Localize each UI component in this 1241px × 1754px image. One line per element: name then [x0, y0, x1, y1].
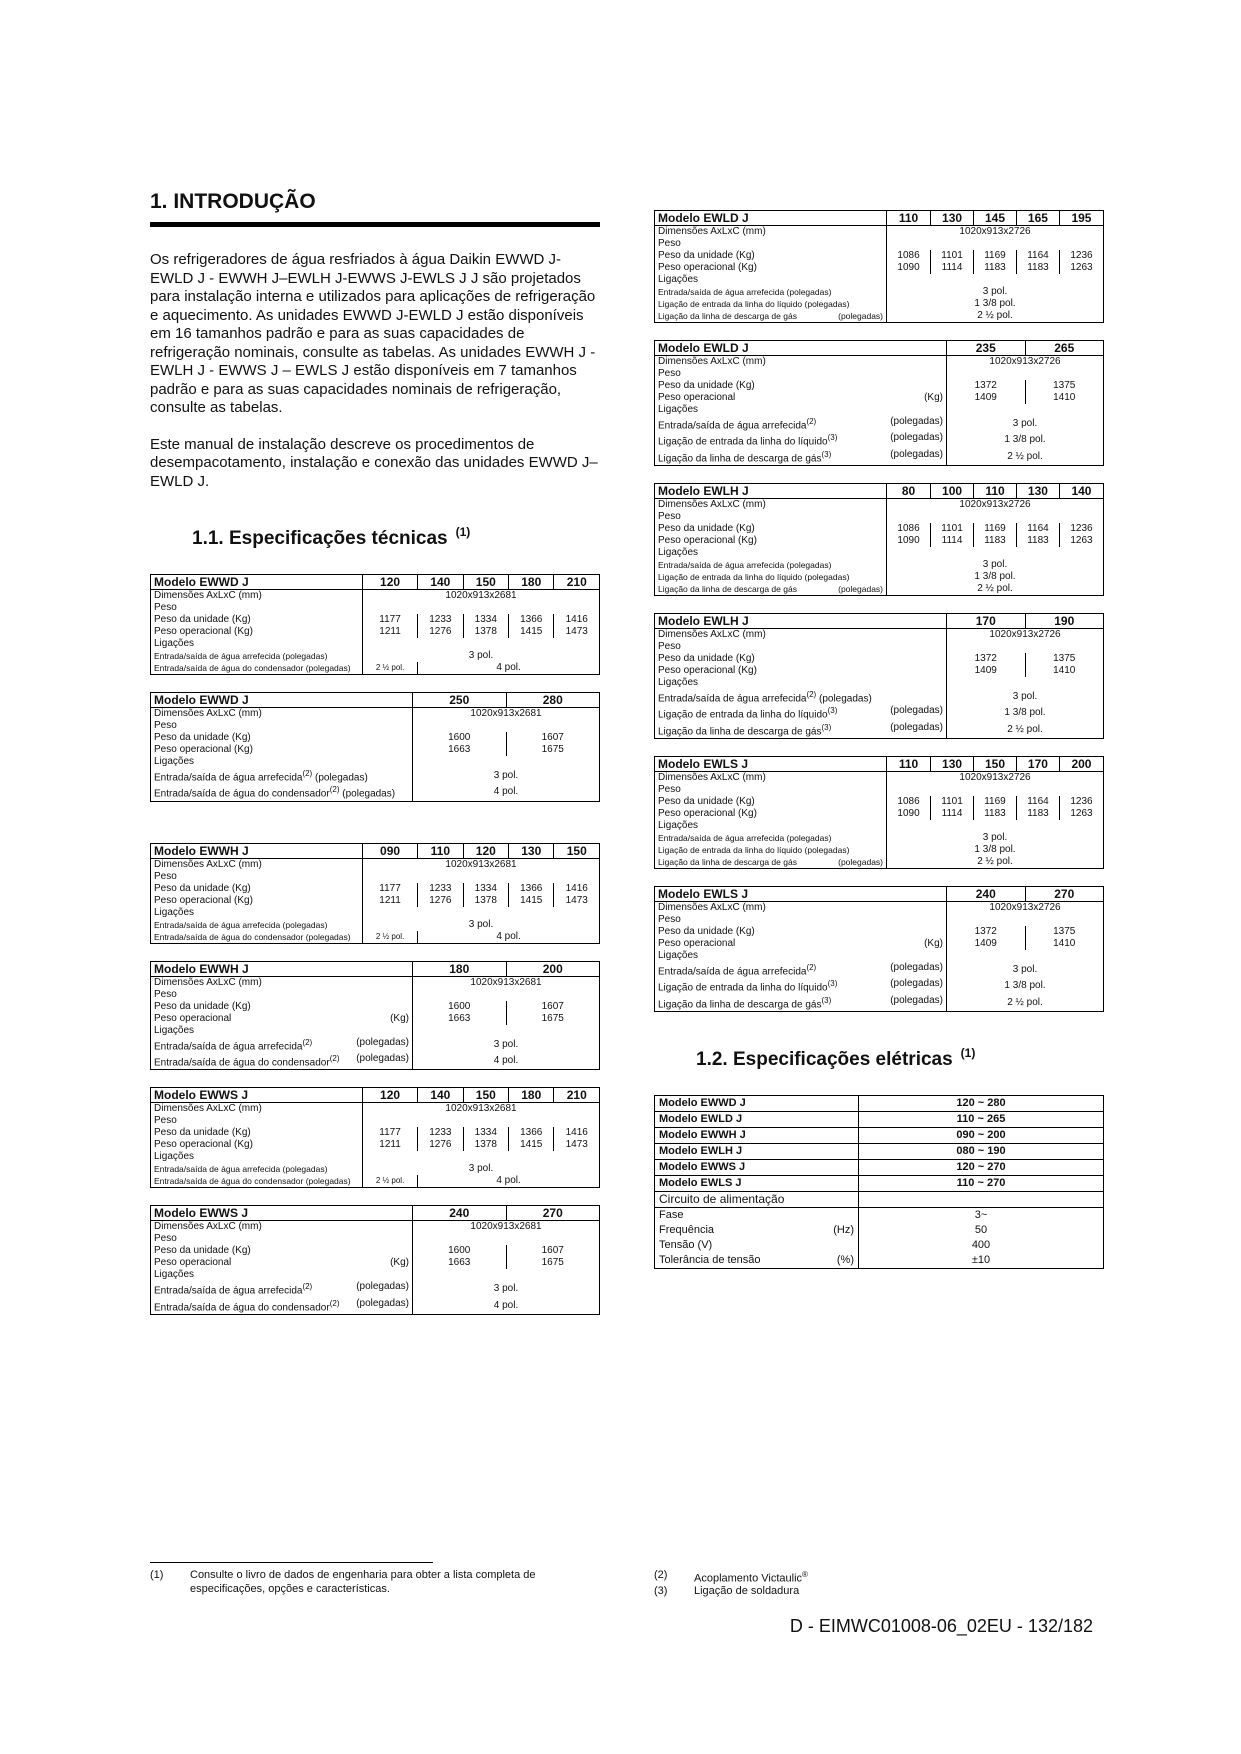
table-row: Frequência (Hz) 50: [655, 1223, 1104, 1238]
table-row: Entrada/saída de água arrefecida$^{(2)}$ (polegadas) 3 pol.: [151, 1281, 600, 1297]
table-row: Entrada/saída de água arrefecida (polegadas) 3 pol.: [655, 559, 1104, 571]
table-header-row: Modelo EWLD J 235 265: [655, 341, 1104, 356]
table-row: Ligações: [655, 404, 1104, 416]
table-row: Entrada/saída de água do condensador (polegadas) 2 ½ pol. 4 pol.: [151, 931, 600, 944]
spec-table-ewld-2: [654, 340, 1104, 466]
table-header-row: Modelo EWLH J 170 190: [655, 613, 1104, 628]
table-row: Ligação da linha de descarga de gás$^{(3)}$ (polegadas) 2 ½ pol.: [655, 449, 1104, 466]
table-row: Entrada/saída de água do condensador$^{(2)}$ (polegadas) 4 pol.: [151, 784, 600, 801]
spec-table-ewls-2: [654, 886, 1104, 1012]
table-row: Modelo EWWD J 120 ~ 280: [655, 1095, 1104, 1111]
table-row: Modelo EWLH J 080 ~ 190: [655, 1143, 1104, 1159]
table-row: Ligações: [655, 677, 1104, 689]
intro-text: [150, 251, 600, 491]
table-row: Peso: [655, 238, 1104, 250]
table-row: Ligações: [151, 638, 600, 650]
table-row: Peso operacional (Kg) 1663 1675: [151, 1257, 600, 1269]
table-header-row: Modelo EWWS J 120 140 150 180 210: [151, 1088, 600, 1103]
table-row: Ligação da linha de descarga de gás (polegadas) 2 ½ pol.: [655, 310, 1104, 323]
table-row: Peso operacional (Kg) 1090 1114 1183 1183 1263: [655, 262, 1104, 274]
table-row: Ligação de entrada da linha do líquido (polegadas) 1 3/8 pol.: [655, 298, 1104, 310]
table-row: Dimensões AxLxC (mm) 1020x913x2726: [655, 628, 1104, 641]
spec-table-ewlh-1: [654, 483, 1104, 596]
table-header-row: Modelo EWWH J 090 110 120 130 150: [151, 843, 600, 858]
table-row: Peso: [655, 784, 1104, 796]
table-row: Entrada/saída de água arrefecida$^{(2)}$ (polegadas) 3 pol.: [655, 416, 1104, 432]
spec-table-ewws-1: [150, 1087, 600, 1188]
table-row: Dimensões AxLxC (mm) 1020x913x2681: [151, 1103, 600, 1116]
spec-table-ewwh-1: [150, 843, 600, 944]
table-row: Ligação da linha de descarga de gás$^{(3)}$ (polegadas) 2 ½ pol.: [655, 995, 1104, 1012]
table-header-row: Modelo EWLH J 80 100 110 130 140: [655, 483, 1104, 498]
spec-table-ewwd-1: [150, 574, 600, 675]
table-header-row: Modelo EWLD J 110 130 145 165 195: [655, 211, 1104, 226]
table-row: Ligações: [151, 1151, 600, 1163]
spec-table-ewwh-2: [150, 961, 600, 1071]
table-row: Peso: [151, 720, 600, 732]
table-header-row: Modelo EWWD J 120 140 150 180 210: [151, 575, 600, 590]
table-row: Peso operacional (Kg) 1211 1276 1378 1415 1473: [151, 626, 600, 638]
table-row: Modelo EWWS J 120 ~ 270: [655, 1159, 1104, 1175]
table-row: Dimensões AxLxC (mm) 1020x913x2681: [151, 1221, 600, 1234]
table-row: Ligação de entrada da linha do líquido$^{(3)}$ (polegadas) 1 3/8 pol.: [655, 432, 1104, 448]
section-title-especificacoes-eletricas: 1.2. Especificações elétricas $^{(1)}$: [696, 1045, 976, 1070]
table-row: Entrada/saída de água arrefecida (polegadas) 3 pol.: [151, 650, 600, 662]
table-row: Dimensões AxLxC (mm) 1020x913x2681: [151, 708, 600, 721]
spec-table-ewws-2: [150, 1205, 600, 1315]
table-row: Entrada/saída de água do condensador$^{(2)}$ (polegadas) 4 pol.: [151, 1298, 600, 1315]
table-row: Peso operacional (Kg) 1409 1410: [655, 938, 1104, 950]
table-row: Peso da unidade (Kg) 1086 1101 1169 1164 1236: [655, 523, 1104, 535]
table-row: Ligações: [655, 547, 1104, 559]
table-header-row: Modelo EWLS J 110 130 150 170 200: [655, 756, 1104, 771]
footnote-ref: (1): [960, 1045, 976, 1060]
footnote-3: (3) Ligação de soldadura: [654, 1585, 800, 1597]
footnote-rule: [150, 1562, 433, 1563]
table-row: Peso operacional (Kg) 1663 1675: [151, 744, 600, 756]
intro-paragraph-1: Os refrigeradores de água resfriados à água Daikin EWWD J-EWLD J - EWWH J–EWLH J-EWWS J-EWLS J J são projetados para instalação interna e utilizados para aplicações de refrigeração e aquecimento. As unidades EWWD J-EWLD J estão disponíveis em 16 tamanhos padrão e para as suas capacidades de refrigeração nominais, consulte as tabelas. As unidades EWWH J - EWLH J - EWWS J – EWLS J estão disponíveis em 7 tamanhos padrão e para as suas capacidades nominais de refrigeração, consulte as tabelas.: [150, 251, 596, 416]
table-row: Ligações: [151, 907, 600, 919]
table-row: Entrada/saída de água arrefecida (polegadas) 3 pol.: [151, 1163, 600, 1175]
table-row: Dimensões AxLxC (mm) 1020x913x2681: [151, 590, 600, 603]
table-row: Peso: [151, 1115, 600, 1127]
table-row: Peso da unidade (Kg) 1600 1607: [151, 732, 600, 744]
table-row: Entrada/saída de água arrefecida$^{(2)}$ (polegadas) 3 pol.: [151, 768, 600, 784]
table-row: Peso: [655, 914, 1104, 926]
table-row: Ligações: [151, 756, 600, 768]
table-row: Peso da unidade (Kg) 1177 1233 1334 1366 1416: [151, 883, 600, 895]
table-row: Tolerância de tensão (%) ±10: [655, 1253, 1104, 1269]
spec-table-ewwd-2: [150, 692, 600, 802]
table-row: Peso operacional (Kg) 1090 1114 1183 1183 1263: [655, 535, 1104, 547]
table-row: Peso: [655, 368, 1104, 380]
table-row: Fase 3~: [655, 1207, 1104, 1223]
page-identifier: D - EIMWC01008-06_02EU - 132/182: [789, 1616, 1093, 1636]
table-row: Ligações: [151, 1269, 600, 1281]
intro-paragraph-2: Este manual de instalação descreve os procedimentos de desempacotamento, instalação e conexão das unidades EWWD J–EWLD J.: [150, 435, 598, 490]
table-row: Tensão (V) 400: [655, 1238, 1104, 1253]
table-row: Modelo EWLS J 110 ~ 270: [655, 1175, 1104, 1191]
table-row: Entrada/saída de água arrefecida$^{(2)}$ (polegadas) 3 pol.: [655, 962, 1104, 978]
table-row: Ligações: [655, 950, 1104, 962]
table-row: Dimensões AxLxC (mm) 1020x913x2726: [655, 901, 1104, 914]
table-row: Entrada/saída de água arrefecida$^{(2)}$ (polegadas) 3 pol.: [151, 1037, 600, 1053]
table-row: Peso: [151, 989, 600, 1001]
table-row: Peso operacional (Kg) 1211 1276 1378 1415 1473: [151, 895, 600, 907]
table-row: Ligações: [655, 274, 1104, 286]
table-row: Peso operacional (Kg) 1409 1410: [655, 392, 1104, 404]
table-header-row: Modelo EWWD J 250 280: [151, 693, 600, 708]
table-header-row: Modelo EWWH J 180 200: [151, 961, 600, 976]
table-row: Ligação de entrada da linha do líquido (polegadas) 1 3/8 pol.: [655, 844, 1104, 856]
table-row: Peso: [151, 602, 600, 614]
table-row: Peso da unidade (Kg) 1372 1375: [655, 653, 1104, 665]
table-row: Peso da unidade (Kg) 1372 1375: [655, 380, 1104, 392]
table-row: Peso: [151, 871, 600, 883]
table-row: Peso operacional (Kg) 1090 1114 1183 1183 1263: [655, 808, 1104, 820]
table-row: Peso: [655, 511, 1104, 523]
table-header-row: Modelo EWWS J 240 270: [151, 1206, 600, 1221]
section-title-introducao: 1. INTRODUÇÃO: [150, 190, 600, 227]
table-row: Peso operacional (Kg) 1663 1675: [151, 1013, 600, 1025]
table-row: Ligação de entrada da linha do líquido$^{(3)}$ (polegadas) 1 3/8 pol.: [655, 705, 1104, 721]
table-row: Peso da unidade (Kg) 1600 1607: [151, 1001, 600, 1013]
table-row: Ligação de entrada da linha do líquido$^{(3)}$ (polegadas) 1 3/8 pol.: [655, 978, 1104, 994]
table-row: Circuito de alimentação: [655, 1191, 1104, 1207]
table-row: Ligações: [151, 1025, 600, 1037]
table-row: Entrada/saída de água do condensador (polegadas) 2 ½ pol. 4 pol.: [151, 1175, 600, 1188]
spec-table-ewls-1: [654, 756, 1104, 869]
table-row: Dimensões AxLxC (mm) 1020x913x2726: [655, 771, 1104, 784]
electrical-spec-table: [654, 1095, 1104, 1269]
table-row: Peso da unidade (Kg) 1372 1375: [655, 926, 1104, 938]
table-row: Ligação de entrada da linha do líquido (polegadas) 1 3/8 pol.: [655, 571, 1104, 583]
table-row: Dimensões AxLxC (mm) 1020x913x2681: [151, 858, 600, 871]
table-row: Dimensões AxLxC (mm) 1020x913x2726: [655, 356, 1104, 369]
footnote-ref: (1): [455, 525, 471, 539]
footnote-2: (2) Acoplamento Victaulic®: [654, 1569, 808, 1585]
table-row: Entrada/saída de água do condensador$^{(2)}$ (polegadas) 4 pol.: [151, 1053, 600, 1070]
table-row: Ligações: [655, 820, 1104, 832]
spec-table-ewld-1: [654, 210, 1104, 323]
table-row: Peso: [151, 1233, 600, 1245]
table-row: Peso da unidade (Kg) 1177 1233 1334 1366 1416: [151, 614, 600, 626]
table-row: Entrada/saída de água arrefecida (polegadas) 3 pol.: [655, 832, 1104, 844]
table-row: Dimensões AxLxC (mm) 1020x913x2726: [655, 226, 1104, 239]
table-row: Peso operacional (Kg) 1211 1276 1378 1415 1473: [151, 1139, 600, 1151]
table-header-row: Modelo EWLS J 240 270: [655, 886, 1104, 901]
table-row: Peso da unidade (Kg) 1177 1233 1334 1366 1416: [151, 1127, 600, 1139]
table-row: Ligação da linha de descarga de gás (polegadas) 2 ½ pol.: [655, 856, 1104, 869]
table-row: Modelo EWWH J 090 ~ 200: [655, 1127, 1104, 1143]
table-row: Entrada/saída de água arrefecida (polegadas) 3 pol.: [151, 919, 600, 931]
table-row: Ligação da linha de descarga de gás$^{(3)}$ (polegadas) 2 ½ pol.: [655, 722, 1104, 739]
right-column: [654, 210, 1104, 1269]
table-row: Dimensões AxLxC (mm) 1020x913x2726: [655, 498, 1104, 511]
table-row: Peso: [655, 641, 1104, 653]
table-row: Dimensões AxLxC (mm) 1020x913x2681: [151, 976, 600, 989]
section-title-especificacoes-tecnicas: 1.1. Especificações técnicas $^{(1)}$: [192, 525, 471, 549]
table-row: Entrada/saída de água arrefecida (polegadas) 3 pol.: [655, 286, 1104, 298]
table-row: Peso da unidade (Kg) 1086 1101 1169 1164 1236: [655, 250, 1104, 262]
table-row: Peso da unidade (Kg) 1600 1607: [151, 1245, 600, 1257]
table-row: Peso operacional (Kg) 1409 1410: [655, 665, 1104, 677]
spec-table-ewlh-2: [654, 613, 1104, 739]
table-row: Ligação da linha de descarga de gás (polegadas) 2 ½ pol.: [655, 583, 1104, 596]
table-row: Modelo EWLD J 110 ~ 265: [655, 1111, 1104, 1127]
footnote-1: (1) Consulte o livro de dados de engenharia para obter a lista completa de especificações, opções e características.: [150, 1569, 536, 1595]
table-row: Entrada/saída de água arrefecida$^{(2)}$ (polegadas) 3 pol.: [655, 689, 1104, 705]
left-column: [150, 190, 600, 1332]
table-row: Peso da unidade (Kg) 1086 1101 1169 1164 1236: [655, 796, 1104, 808]
table-row: Entrada/saída de água do condensador (polegadas) 2 ½ pol. 4 pol.: [151, 662, 600, 675]
